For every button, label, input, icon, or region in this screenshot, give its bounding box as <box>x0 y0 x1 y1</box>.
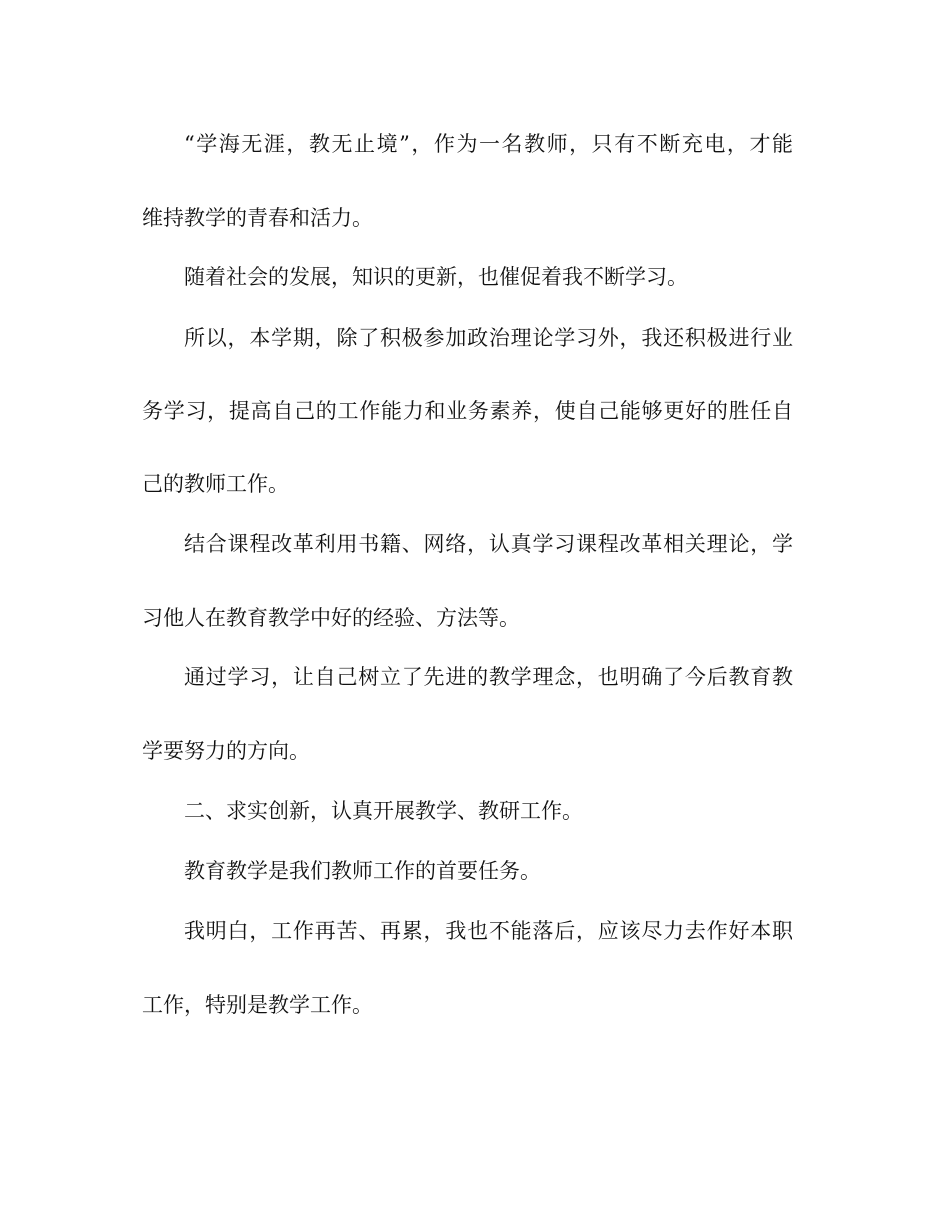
paragraph-line: 所以，本学期，除了积极参加政治理论学习外，我还积极进行业 <box>184 326 793 350</box>
paragraph-line: 结合课程改革利用书籍、网络，认真学习课程改革相关理论，学 <box>184 532 793 556</box>
paragraph-line: “学海无涯，教无止境”，作为一名教师，只有不断充电，才能 <box>184 132 793 156</box>
paragraph-line: 务学习，提高自己的工作能力和业务素养，使自己能够更好的胜任自 <box>142 399 793 423</box>
paragraph-line: 习他人在教育教学中好的经验、方法等。 <box>142 606 520 630</box>
paragraph-line: 我明白，工作再苦、再累，我也不能落后，应该尽力去作好本职 <box>184 919 793 943</box>
paragraph-line: 学要努力的方向。 <box>142 739 310 763</box>
paragraph-line: 通过学习，让自己树立了先进的教学理念，也明确了今后教育教 <box>184 665 793 689</box>
paragraph-line: 维持教学的青春和活力。 <box>142 206 373 230</box>
paragraph-line: 随着社会的发展，知识的更新，也催促着我不断学习。 <box>184 265 688 289</box>
section-heading: 二、求实创新，认真开展教学、教研工作。 <box>184 799 583 823</box>
paragraph-line: 工作，特别是教学工作。 <box>142 993 373 1017</box>
paragraph-line: 教育教学是我们教师工作的首要任务。 <box>184 859 541 883</box>
paragraph-line: 己的教师工作。 <box>142 472 289 496</box>
